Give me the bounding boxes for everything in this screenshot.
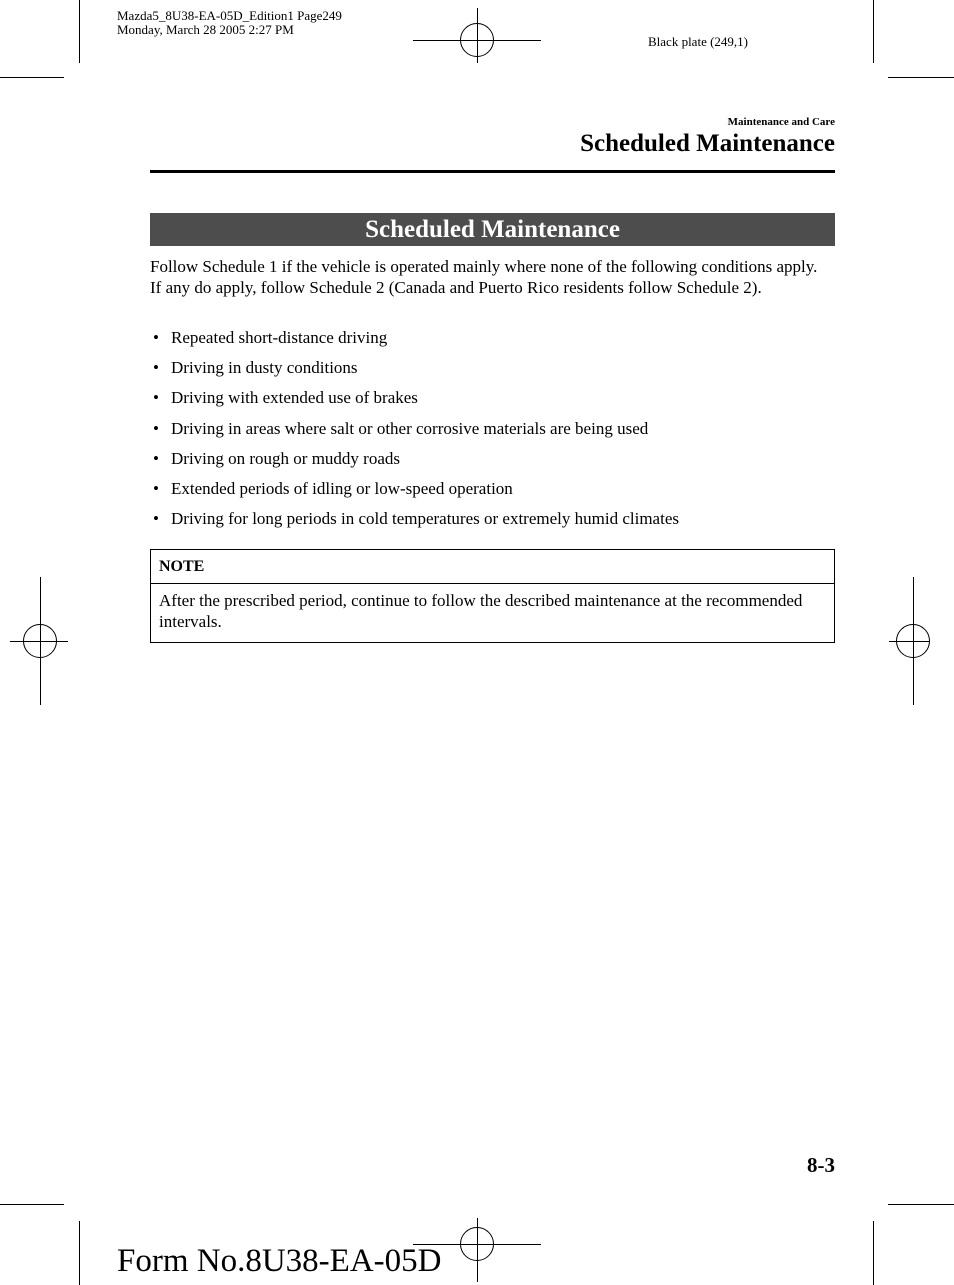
page-number: 8-3 (807, 1153, 835, 1177)
section-banner: Scheduled Maintenance (150, 213, 835, 246)
list-item: • Driving on rough or muddy roads (153, 448, 401, 468)
note-box (150, 549, 835, 643)
print-slug-line1: Mazda5_8U38-EA-05D_Edition1 Page249 (117, 8, 342, 23)
crop-mark (888, 1204, 954, 1205)
form-number: Form No.8U38-EA-05D (117, 1243, 442, 1279)
list-item: • Driving for long periods in cold temperatures or extremely humid climates (153, 509, 679, 529)
crop-mark (888, 77, 954, 78)
intro-paragraph-2: If any do apply, follow Schedule 2 (Canada and Puerto Rico residents follow Schedule 2). (150, 277, 762, 297)
list-item: • Extended periods of idling or low-speed operation (153, 478, 513, 498)
crop-mark (0, 77, 64, 78)
bullet-icon: • (153, 509, 159, 529)
crop-mark (79, 1221, 80, 1285)
note-body: After the prescribed period, continue to follow the described maintenance at the recommended intervals. (159, 591, 803, 631)
list-item: • Driving with extended use of brakes (153, 388, 418, 408)
list-item: • Driving in areas where salt or other corrosive materials are being used (153, 418, 649, 438)
print-slug-line2: Monday, March 28 2005 2:27 PM (117, 22, 294, 37)
bullet-icon: • (153, 418, 159, 438)
crop-mark (873, 1221, 874, 1285)
crop-mark (873, 0, 874, 63)
header-rule (150, 170, 835, 173)
list-item: • Driving in dusty conditions (153, 358, 358, 378)
bullet-icon: • (153, 328, 159, 347)
print-slug (117, 9, 342, 37)
crop-mark (0, 1204, 64, 1205)
crop-mark (79, 0, 80, 63)
note-heading: NOTE (151, 550, 834, 584)
intro-paragraph-1: Follow Schedule 1 if the vehicle is operated mainly where none of the following conditions apply. (150, 257, 818, 276)
bullet-icon: • (153, 358, 159, 378)
list-item: • Repeated short-distance driving (153, 328, 388, 347)
bullet-icon: • (153, 478, 159, 498)
plate-label: Black plate (249,1) (648, 34, 748, 49)
running-title: Scheduled Maintenance (580, 130, 835, 157)
conditions-list (150, 327, 835, 538)
intro-text (150, 257, 840, 298)
bullet-icon: • (153, 388, 159, 408)
running-section-label: Maintenance and Care (727, 116, 835, 128)
bullet-icon: • (153, 448, 159, 468)
